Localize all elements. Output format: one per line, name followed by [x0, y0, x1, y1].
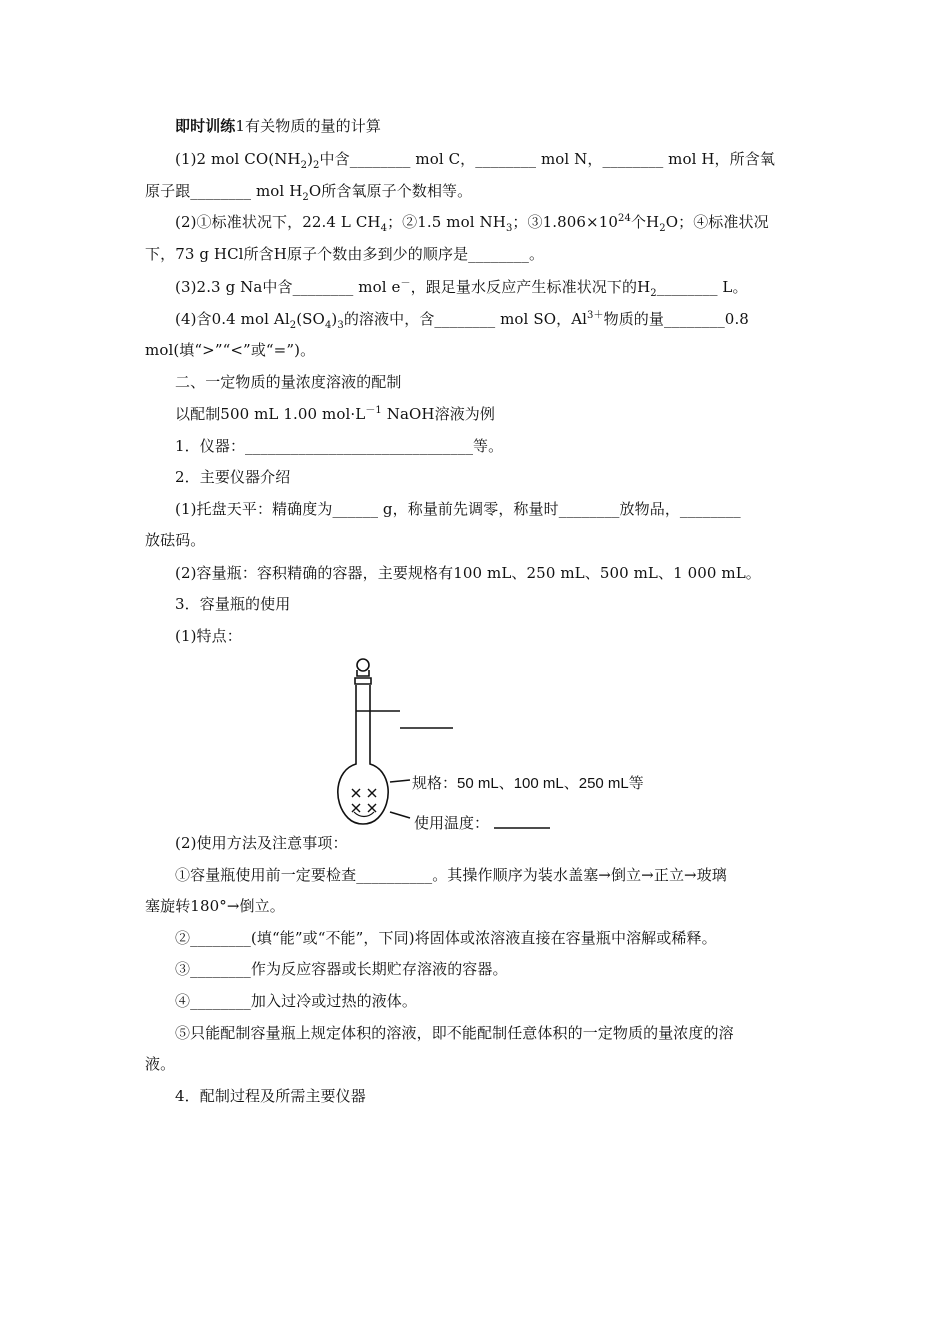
- superscript: －1: [365, 405, 382, 416]
- q1-text: 中含________ mol C，________ mol N，________ mol H，所含氧: [319, 150, 775, 168]
- q4-text: 物质的量________0.8: [603, 310, 749, 328]
- q4-text: ): [331, 310, 338, 328]
- balance-line-2: 放砝码。: [145, 531, 206, 549]
- q4-text: (4)含0.4 mol Al: [175, 310, 290, 328]
- question-4-line-1: [175, 309, 749, 329]
- q2-text: 个H: [630, 213, 660, 231]
- item-1-instruments: 1．仪器：______________________________等。: [175, 437, 504, 455]
- example-line: [175, 404, 495, 424]
- section-heading-practice: [175, 116, 381, 136]
- q3-text: ，跟足量水反应产生标准状况下的H: [410, 278, 651, 296]
- subscript: 3: [505, 223, 513, 234]
- question-4-line-2: mol(填“>”“<”或“=”)。: [145, 341, 316, 359]
- question-3: [175, 277, 748, 297]
- question-1-line-2: [145, 181, 472, 201]
- usage-4: ④________加入过冷或过热的液体。: [175, 992, 418, 1010]
- item-2-heading: 2．主要仪器介绍: [175, 468, 291, 486]
- q1-text: ): [307, 150, 314, 168]
- q3-text: (3)2.3 g Na中含________ mol e: [175, 278, 401, 296]
- subscript: 2: [659, 223, 666, 234]
- subscript: 4: [380, 223, 388, 234]
- section-heading-2: 二、一定物质的量浓度溶液的配制: [175, 373, 402, 391]
- q1-text: (1)2 mol CO(NH: [175, 150, 301, 168]
- question-2-line-1: [175, 212, 769, 232]
- q4-text: (SO: [296, 310, 325, 328]
- example-text: NaOH溶液为例: [381, 405, 495, 423]
- heading-bold: 即时训练: [175, 117, 236, 135]
- superscript: －: [400, 278, 411, 289]
- subscript: 4: [324, 320, 332, 331]
- usage-3: ③________作为反应容器或长期贮存溶液的容器。: [175, 960, 508, 978]
- usage-5-line-2: 液。: [145, 1055, 176, 1073]
- q4-text: 的溶液中，含________ mol SO，Al: [343, 310, 588, 328]
- usage-1-line-2: 塞旋转180°→倒立。: [145, 897, 285, 915]
- q3-text: ________ L。: [656, 278, 748, 296]
- flask-temp-label: 使用温度：: [414, 815, 490, 832]
- volumetric-flask-drawing: [330, 652, 660, 834]
- feature-heading: (1)特点：: [175, 627, 242, 645]
- q2-text: ；③1.806×10: [512, 213, 619, 231]
- subscript: 2: [650, 288, 657, 299]
- subscript: 2: [313, 160, 320, 171]
- item-3-heading: 3．容量瓶的使用: [175, 595, 291, 613]
- usage-2: ②________(填“能”或“不能”，下同)将固体或浓溶液直接在容量瓶中溶解或稀释。: [175, 929, 717, 947]
- superscript: 3＋: [587, 310, 604, 321]
- flask-spec-label: 规格：50 mL、100 mL、250 mL等: [412, 775, 644, 792]
- q1-text: O所含氧原子个数相等。: [308, 182, 473, 200]
- volumetric-flask-figure: [330, 652, 660, 834]
- usage-1-line-1: ①容量瓶使用前一定要检查__________。其操作顺序为装水盖塞→倒立→正立→玻璃: [175, 866, 727, 884]
- q1-text: 原子跟________ mol H: [145, 182, 303, 200]
- subscript: 3: [337, 320, 344, 331]
- question-2-line-2: 下，73 g HCl所含H原子个数由多到少的顺序是________。: [145, 245, 545, 263]
- item-4-heading: 4．配制过程及所需主要仪器: [175, 1087, 366, 1105]
- q2-text: (2)①标准状况下，22.4 L CH: [175, 213, 381, 231]
- usage-heading: (2)使用方法及注意事项：: [175, 834, 348, 852]
- superscript: 24: [618, 213, 631, 224]
- subscript: 2: [302, 192, 309, 203]
- subscript: 2: [289, 320, 297, 331]
- heading-text: 1有关物质的量的计算: [235, 117, 381, 135]
- flask-intro: (2)容量瓶：容积精确的容器，主要规格有100 mL、250 mL、500 mL、1 000 mL。: [175, 564, 761, 582]
- q2-text: ；②1.5 mol NH: [387, 213, 506, 231]
- q2-text: O；④标准状况: [665, 213, 769, 231]
- example-text: 以配制500 mL 1.00 mol·L: [175, 405, 366, 423]
- usage-5-line-1: ⑤只能配制容量瓶上规定体积的溶液，即不能配制任意体积的一定物质的量浓度的溶: [175, 1024, 734, 1042]
- subscript: 2: [300, 160, 308, 171]
- balance-line-1: (1)托盘天平：精确度为______ g，称量前先调零，称量时________放物品，________: [175, 500, 741, 518]
- question-1-line-1: [175, 149, 775, 169]
